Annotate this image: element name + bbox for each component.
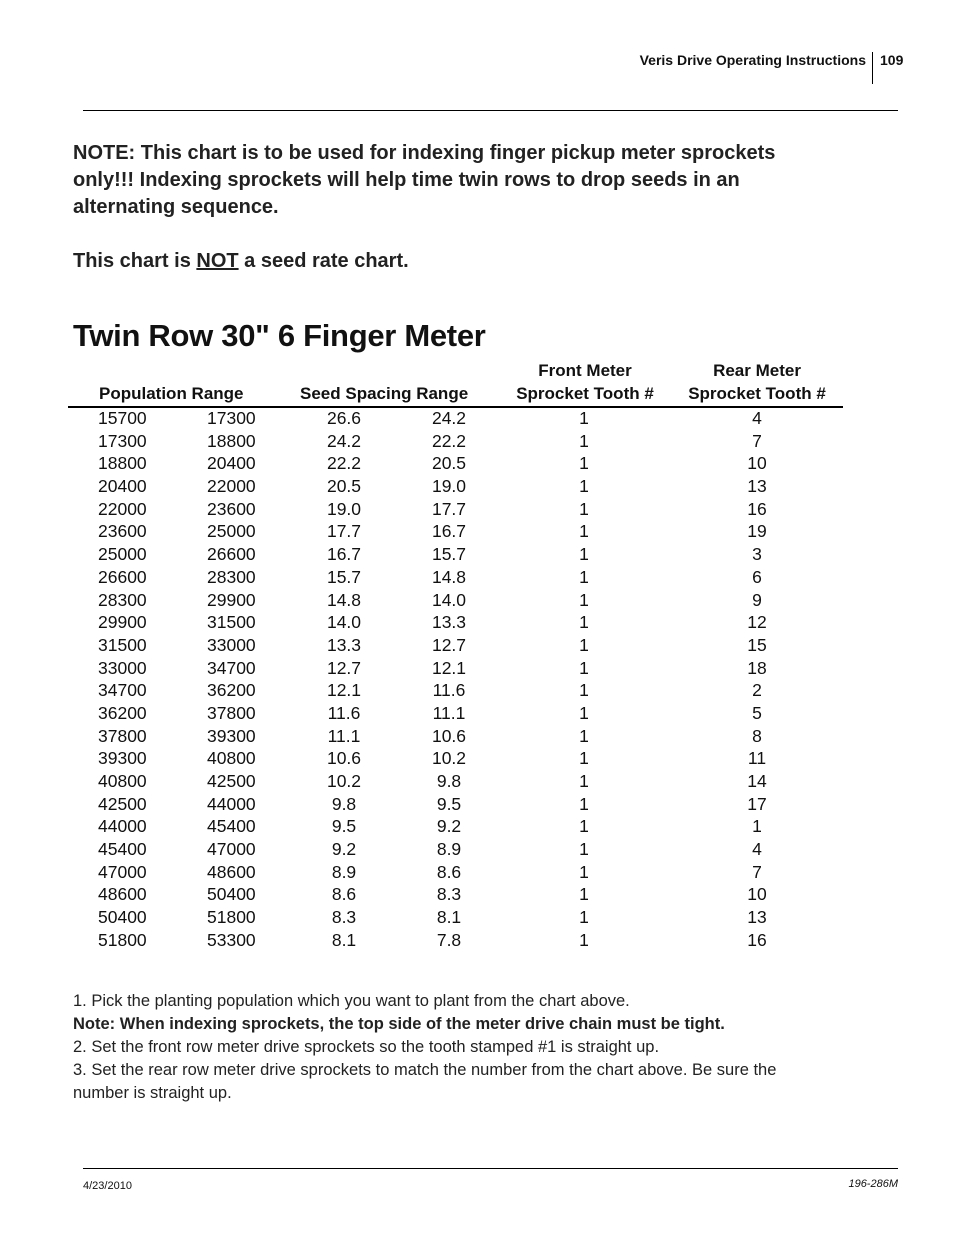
table-row	[0, 838, 954, 861]
cell-pop-min: 34700	[98, 680, 147, 701]
cell-pop-max: 28300	[207, 566, 256, 587]
cell-front-tooth: 1	[579, 476, 589, 497]
table-row	[0, 430, 954, 453]
cell-front-tooth: 1	[579, 680, 589, 701]
cell-front-tooth: 1	[579, 793, 589, 814]
cell-front-tooth: 1	[579, 771, 589, 791]
cell-spacing-min: 12.1	[431, 657, 467, 678]
cell-front-tooth: 1	[579, 612, 589, 633]
footer-date: 4/23/2010	[83, 1180, 132, 1192]
cell-rear-tooth: 13	[747, 907, 767, 928]
cell-front-tooth: 1	[579, 566, 589, 587]
cell-pop-min: 20400	[98, 476, 147, 497]
cell-pop-max: 40800	[207, 748, 256, 769]
cell-spacing-max: 13.3	[326, 634, 362, 655]
table-row	[0, 861, 954, 884]
table-row	[0, 725, 954, 748]
cell-spacing-max: 14.8	[326, 589, 362, 610]
cell-spacing-max: 11.6	[327, 702, 361, 723]
cell-spacing-min: 10.6	[431, 725, 467, 746]
cell-rear-tooth: 13	[747, 476, 767, 497]
cell-pop-max: 23600	[207, 498, 256, 519]
table-row	[0, 634, 954, 657]
cell-front-tooth: 1	[579, 498, 589, 519]
cell-spacing-min: 16.7	[431, 521, 467, 542]
cell-spacing-min: 8.9	[436, 839, 462, 860]
cell-spacing-min: 8.1	[436, 907, 462, 928]
header-front-bottom: Sprocket Tooth #	[516, 384, 654, 403]
table-row	[0, 770, 954, 793]
cell-pop-min: 22000	[98, 498, 147, 519]
cell-front-tooth: 1	[579, 861, 589, 882]
cell-spacing-min: 14.8	[431, 566, 467, 587]
cell-rear-tooth: 5	[752, 702, 762, 723]
instructions	[73, 990, 833, 1105]
table-row	[0, 498, 954, 521]
cell-pop-max: 45400	[207, 816, 256, 837]
running-header-title: Veris Drive Operating Instructions	[639, 52, 866, 68]
cell-pop-max: 31500	[207, 612, 256, 633]
cell-pop-max: 18800	[207, 430, 256, 451]
table-row	[0, 702, 954, 725]
cell-rear-tooth: 12	[747, 612, 767, 633]
not-seed-rate-note	[73, 248, 793, 275]
cell-pop-min: 51800	[98, 929, 147, 950]
cell-pop-min: 47000	[98, 861, 147, 882]
footer-rule	[83, 1168, 898, 1169]
cell-front-tooth: 1	[579, 884, 589, 905]
cell-spacing-min: 24.2	[431, 408, 467, 428]
tight-chain-note: Note: When indexing sprockets, the top side of the meter drive chain must be tight.	[73, 1015, 725, 1033]
table-row	[0, 815, 954, 838]
header-rear-top: Rear Meter	[713, 361, 801, 380]
step-1: 1. Pick the planting population which you want to plant from the chart above.	[73, 992, 630, 1010]
cell-pop-max: 25000	[207, 521, 256, 542]
cell-front-tooth: 1	[579, 702, 589, 723]
cell-front-tooth: 1	[579, 544, 589, 565]
table-row	[0, 543, 954, 566]
cell-pop-max: 34700	[207, 657, 256, 678]
cell-spacing-max: 20.5	[326, 476, 362, 497]
cell-spacing-min: 11.1	[432, 702, 466, 723]
cell-pop-min: 26600	[98, 566, 147, 587]
cell-pop-min: 40800	[98, 771, 147, 791]
header-population: Population Range	[99, 384, 244, 403]
cell-pop-min: 29900	[98, 612, 147, 633]
cell-spacing-max: 26.6	[326, 408, 362, 428]
cell-spacing-max: 8.1	[331, 929, 357, 950]
table-row	[0, 520, 954, 543]
cell-front-tooth: 1	[579, 839, 589, 860]
cell-front-tooth: 1	[579, 929, 589, 950]
cell-spacing-max: 8.3	[331, 907, 357, 928]
cell-front-tooth: 1	[579, 634, 589, 655]
cell-rear-tooth: 10	[747, 453, 767, 474]
cell-front-tooth: 1	[579, 816, 589, 837]
cell-pop-max: 29900	[207, 589, 256, 610]
cell-pop-max: 33000	[207, 634, 256, 655]
cell-spacing-min: 22.2	[431, 430, 467, 451]
cell-spacing-min: 15.7	[431, 544, 467, 565]
cell-spacing-min: 9.8	[436, 771, 462, 791]
cell-front-tooth: 1	[579, 408, 589, 428]
cell-front-tooth: 1	[579, 430, 589, 451]
table-row	[0, 657, 954, 680]
cell-pop-min: 18800	[98, 453, 147, 474]
header-rule	[83, 110, 898, 111]
cell-pop-min: 48600	[98, 884, 147, 905]
table-row	[0, 747, 954, 770]
cell-spacing-max: 9.2	[331, 839, 357, 860]
cell-spacing-min: 19.0	[431, 476, 467, 497]
table-row	[0, 679, 954, 702]
cell-front-tooth: 1	[579, 748, 589, 769]
cell-rear-tooth: 10	[747, 884, 767, 905]
cell-spacing-min: 8.3	[436, 884, 462, 905]
cell-rear-tooth: 14	[747, 771, 767, 791]
header-front-top: Front Meter	[538, 361, 632, 380]
cell-spacing-min: 11.6	[432, 680, 466, 701]
cell-rear-tooth: 17	[747, 793, 767, 814]
cell-pop-min: 28300	[98, 589, 147, 610]
cell-rear-tooth: 16	[747, 929, 767, 950]
cell-pop-max: 17300	[207, 408, 256, 428]
cell-spacing-max: 8.9	[331, 861, 357, 882]
cell-front-tooth: 1	[579, 589, 589, 610]
cell-pop-min: 37800	[98, 725, 147, 746]
table-row	[0, 906, 954, 929]
chart-title: Twin Row 30" 6 Finger Meter	[73, 318, 486, 353]
cell-spacing-max: 9.5	[331, 816, 357, 837]
cell-front-tooth: 1	[579, 725, 589, 746]
cell-pop-min: 15700	[98, 408, 147, 428]
cell-spacing-max: 10.2	[326, 771, 362, 791]
cell-rear-tooth: 3	[752, 544, 762, 565]
cell-rear-tooth: 16	[747, 498, 767, 519]
cell-rear-tooth: 6	[752, 566, 762, 587]
cell-rear-tooth: 8	[752, 725, 762, 746]
cell-rear-tooth: 9	[752, 589, 762, 610]
cell-spacing-min: 9.2	[436, 816, 462, 837]
note2-emphasis: NOT	[196, 250, 239, 272]
cell-pop-max: 48600	[207, 861, 256, 882]
cell-rear-tooth: 11	[747, 748, 767, 769]
step-3: 3. Set the rear row meter drive sprockets to match the number from the chart above. Be sure the number is straight up.	[73, 1061, 777, 1102]
cell-pop-max: 22000	[207, 476, 256, 497]
header-rear-bottom: Sprocket Tooth #	[688, 384, 826, 403]
note-block	[73, 140, 793, 275]
cell-pop-min: 17300	[98, 430, 147, 451]
cell-front-tooth: 1	[579, 453, 589, 474]
cell-spacing-max: 14.0	[326, 612, 362, 633]
cell-pop-max: 39300	[207, 725, 256, 746]
table-row	[0, 452, 954, 475]
sprocket-table-body	[0, 407, 954, 952]
table-row	[0, 407, 954, 430]
cell-pop-min: 44000	[98, 816, 147, 837]
cell-pop-max: 42500	[207, 771, 256, 791]
table-row	[0, 793, 954, 816]
cell-rear-tooth: 18	[747, 657, 767, 678]
cell-pop-max: 37800	[207, 702, 256, 723]
cell-rear-tooth: 7	[752, 430, 762, 451]
cell-spacing-min: 17.7	[431, 498, 467, 519]
step-2: 2. Set the front row meter drive sprockets so the tooth stamped #1 is straight up.	[73, 1038, 660, 1056]
cell-pop-max: 51800	[207, 907, 256, 928]
cell-spacing-min: 7.8	[436, 929, 462, 950]
cell-rear-tooth: 15	[747, 634, 767, 655]
cell-pop-min: 39300	[98, 748, 147, 769]
cell-spacing-max: 8.6	[331, 884, 357, 905]
cell-pop-max: 44000	[207, 793, 256, 814]
cell-spacing-max: 22.2	[326, 453, 362, 474]
cell-pop-max: 50400	[207, 884, 256, 905]
cell-spacing-max: 9.8	[331, 793, 357, 814]
table-row	[0, 883, 954, 906]
cell-spacing-min: 9.5	[436, 793, 462, 814]
note-text: NOTE: This chart is to be used for indexing finger pickup meter sprockets only!!! Indexing sprockets will help time twin rows to drop seeds in an alternating sequence.	[73, 142, 776, 218]
cell-spacing-max: 12.1	[326, 680, 362, 701]
cell-pop-min: 31500	[98, 634, 147, 655]
page-number: 109	[880, 52, 904, 68]
cell-spacing-min: 13.3	[431, 612, 467, 633]
cell-spacing-min: 12.7	[431, 634, 467, 655]
note2-prefix: This chart is	[73, 250, 197, 272]
cell-pop-min: 45400	[98, 839, 147, 860]
cell-front-tooth: 1	[579, 907, 589, 928]
cell-pop-max: 20400	[207, 453, 256, 474]
cell-spacing-max: 16.7	[326, 544, 362, 565]
cell-rear-tooth: 19	[747, 521, 767, 542]
cell-pop-max: 36200	[207, 680, 256, 701]
cell-spacing-min: 8.6	[436, 861, 462, 882]
cell-rear-tooth: 4	[752, 839, 762, 860]
table-row	[0, 611, 954, 634]
cell-pop-min: 25000	[98, 544, 147, 565]
cell-pop-min: 36200	[98, 702, 147, 723]
cell-rear-tooth: 2	[752, 680, 762, 701]
table-row	[0, 929, 954, 952]
cell-spacing-max: 11.1	[327, 725, 361, 746]
cell-spacing-max: 17.7	[326, 521, 362, 542]
cell-spacing-max: 15.7	[326, 566, 362, 587]
note2-suffix: a seed rate chart.	[238, 250, 409, 272]
cell-pop-max: 26600	[207, 544, 256, 565]
cell-pop-max: 53300	[207, 929, 256, 950]
cell-rear-tooth: 4	[752, 408, 762, 428]
cell-spacing-min: 20.5	[431, 453, 467, 474]
cell-spacing-max: 12.7	[326, 657, 362, 678]
cell-pop-min: 33000	[98, 657, 147, 678]
table-row	[0, 475, 954, 498]
cell-front-tooth: 1	[579, 657, 589, 678]
cell-rear-tooth: 7	[752, 861, 762, 882]
cell-pop-min: 50400	[98, 907, 147, 928]
cell-spacing-max: 19.0	[326, 498, 362, 519]
cell-pop-min: 23600	[98, 521, 147, 542]
cell-rear-tooth: 1	[752, 816, 762, 837]
cell-spacing-max: 24.2	[326, 430, 362, 451]
table-row	[0, 589, 954, 612]
cell-spacing-max: 10.6	[326, 748, 362, 769]
cell-spacing-min: 10.2	[431, 748, 467, 769]
header-divider	[872, 52, 873, 84]
cell-front-tooth: 1	[579, 521, 589, 542]
cell-pop-min: 42500	[98, 793, 147, 814]
cell-pop-max: 47000	[207, 839, 256, 860]
footer-doc-number: 196-286M	[848, 1178, 898, 1190]
header-spacing: Seed Spacing Range	[300, 384, 469, 403]
table-row	[0, 566, 954, 589]
cell-spacing-min: 14.0	[431, 589, 467, 610]
